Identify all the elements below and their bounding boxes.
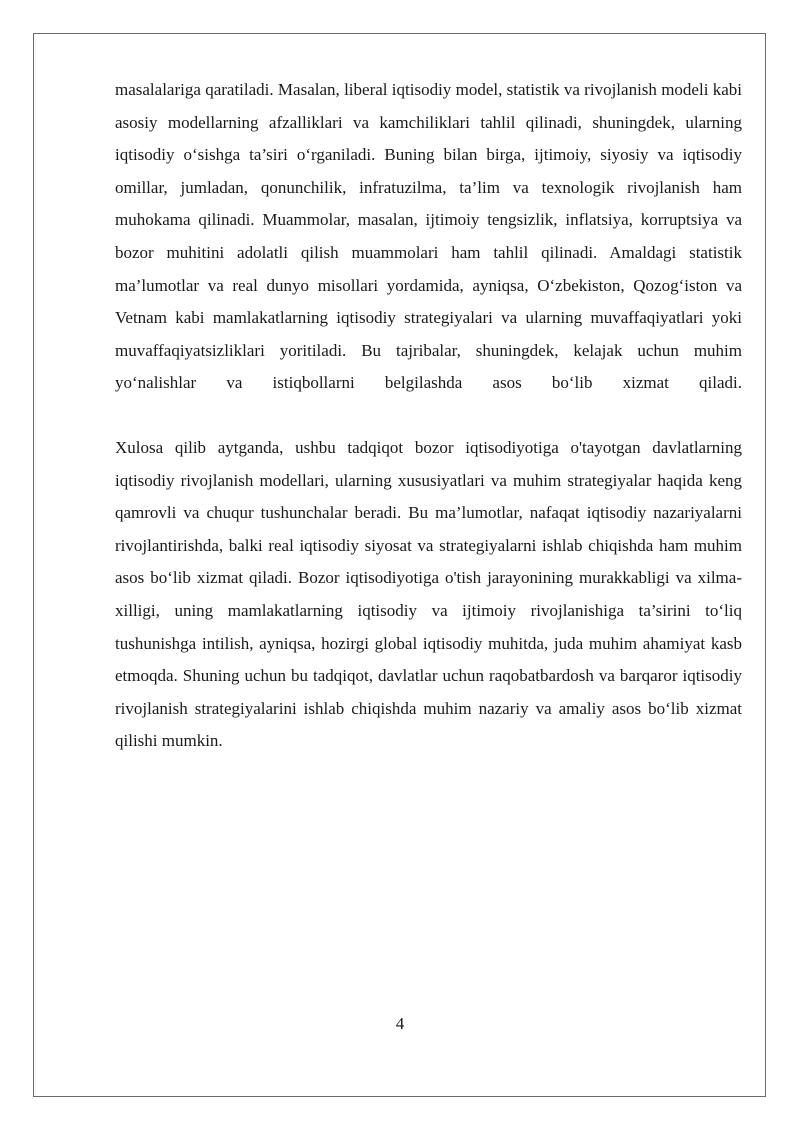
paragraph-1: masalalariga qaratiladi. Masalan, liberal iqtisodiy model, statistik va rivojlanish modeli kabi asosiy modellarning afzalliklari va kamchiliklari tahlil qilinadi, shuningdek, ularning iqtisodiy o‘sishga ta’siri o‘rganiladi. Buning bilan birga, ijtimoiy, siyosiy va iqtisodiy omillar, jumladan, qonunchilik, infratuzilma, ta’lim va texnologik rivojlanish ham muhokama qilinadi. Muammolar, masalan, ijtimoiy tengsizlik, inflatsiya, korruptsiya va bozor muhitini adolatli qilish muammolari ham tahlil qilinadi. Amaldagi statistik ma’lumotlar va real dunyo misollari yordamida, ayniqsa, O‘zbekiston, Qozog‘iston va Vetnam kabi mamlakatlarning iqtisodiy strategiyalari va ularning muvaffaqiyatlari yoki muvaffaqiyatsizliklari yoritiladi. Bu tajribalar, shuningdek, kelajak uchun muhim yo‘nalishlar va istiqbollarni belgilashda asos bo‘lib xizmat qiladi. [115,80,742,393]
paragraph-2: Xulosa qilib aytganda, ushbu tadqiqot bozor iqtisodiyotiga o'tayotgan davlatlarning iqtisodiy rivojlanish modellari, ularning xususiyatlari va muhim strategiyalar haqida keng qamrovli va chuqur tushunchalar beradi. Bu ma’lumotlar, nafaqat iqtisodiy nazariyalarni rivojlantirishda, balki real iqtisodiy siyosat va strategiyalarni ishlab chiqishda ham muhim asos bo‘lib xizmat qiladi. Bozor iqtisodiyotiga o'tish jarayonining murakkabligi va xilma-xilligi, uning mamlakatlarning iqtisodiy va ijtimoiy rivojlanishiga ta’sirini to‘liq tushunishga intilish, ayniqsa, hozirgi global iqtisodiy muhitda, juda muhim ahamiyat kasb etmoqda. Shuning uchun bu tadqiqot, davlatlar uchun raqobatbardosh va barqaror iqtisodiy rivojlanish strategiyalarini ishlab chiqishda muhim nazariy va amaliy asos bo‘lib xizmat qilishi mumkin. [115,437,742,751]
page-number: 4 [395,1014,405,1033]
document-body [115,74,742,758]
